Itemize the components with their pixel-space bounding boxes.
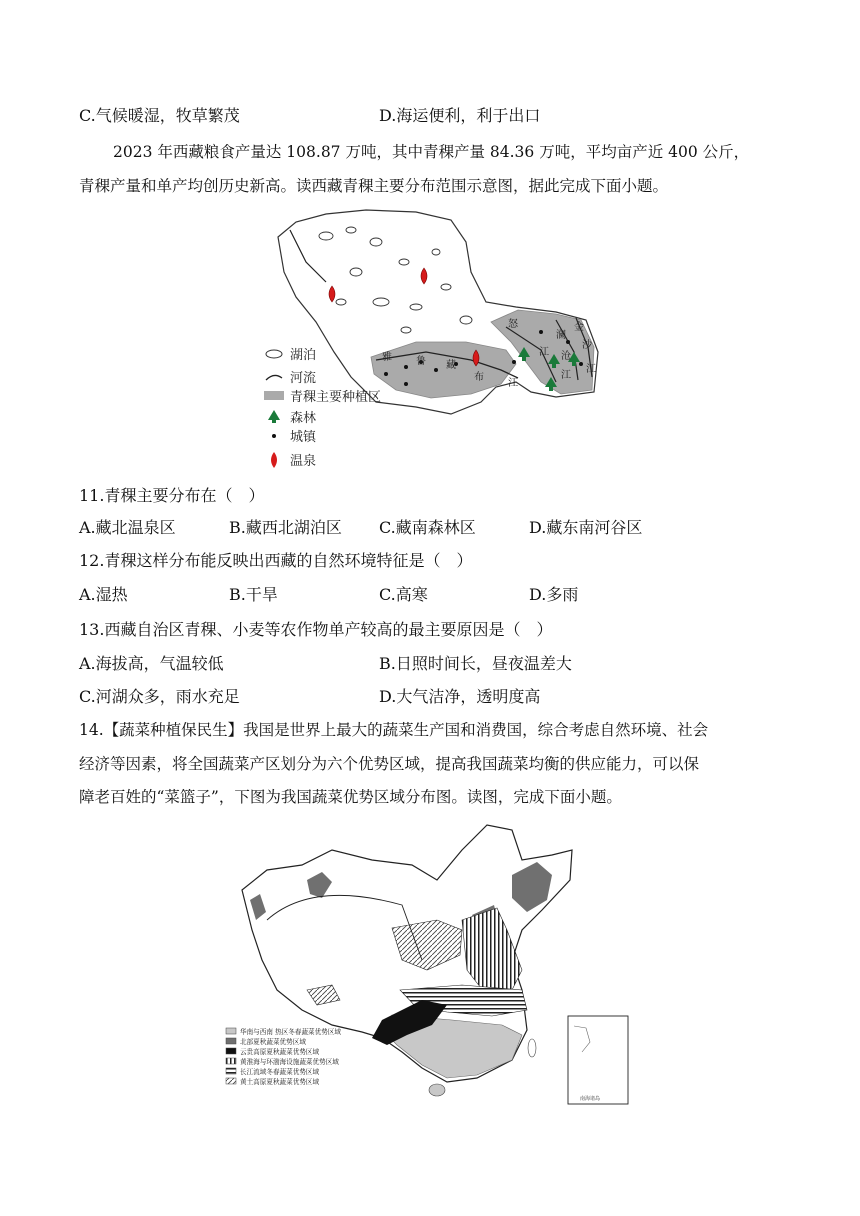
- legend-loess: 黄土高原夏秋蔬菜优势区域: [240, 1078, 320, 1086]
- q12-option-d: D.多雨: [529, 585, 579, 604]
- map-label-nu: 怒: [508, 319, 518, 330]
- q13-option-b: B.日照时间长，昼夜温差大: [379, 654, 572, 673]
- legend-north: 北部夏秋蔬菜优势区域: [240, 1038, 306, 1046]
- tibet-barley-map: [256, 202, 606, 472]
- legend-hot-spring: 温泉: [290, 454, 317, 469]
- map-label-bu: 布: [474, 372, 484, 383]
- legend-forest: 森林: [290, 411, 317, 426]
- south-sea-inset: [568, 1016, 628, 1104]
- map-label-lu: 鲁: [416, 356, 426, 367]
- q13-option-d: D.大气洁净，透明度高: [379, 687, 541, 706]
- q12-option-a: A.湿热: [79, 585, 128, 604]
- map-label-jiang4: 江: [586, 364, 596, 375]
- q14-line-1: 14.【蔬菜种植保民生】我国是世界上最大的蔬菜生产国和消费国，综合考虑自然环境、社会: [79, 721, 709, 739]
- china-vegetable-map: [222, 820, 634, 1110]
- vegetable-legend: [226, 1027, 341, 1086]
- q14-line-2: 经济等因素，将全国蔬菜产区划分为六个优势区域，提高我国蔬菜均衡的供应能力，可以保: [79, 755, 700, 773]
- map-label-sha: 沙: [582, 340, 592, 351]
- legend-river: 河流: [290, 371, 317, 386]
- legend-yungui: 云贵高原夏秋蔬菜优势区域: [240, 1048, 320, 1056]
- q13-option-c: C.河湖众多，雨水充足: [79, 687, 240, 706]
- map-label-jiang2: 江: [539, 347, 549, 358]
- legend-huanghuaihai: 黄淮海与环渤海设施蔬菜优势区域: [240, 1058, 339, 1066]
- q11-option-a: A.藏北温泉区: [79, 518, 176, 537]
- q12-option-c: C.高寒: [379, 585, 428, 604]
- map-label-jin: 金: [574, 322, 584, 333]
- inset-label: 南海诸岛: [580, 1096, 601, 1102]
- hainan: [429, 1084, 445, 1096]
- q13-stem: 13.西藏自治区青稞、小麦等农作物单产较高的最主要原因是（ ）: [79, 620, 553, 639]
- legend-yangtze: 长江流域冬春蔬菜优势区域: [240, 1068, 320, 1076]
- q11-stem: 11.青稞主要分布在（ ）: [79, 486, 265, 505]
- q12-stem: 12.青稞这样分布能反映出西藏的自然环境特征是（ ）: [79, 551, 473, 570]
- q12-option-b: B.干旱: [229, 585, 278, 604]
- legend-town: 城镇: [290, 430, 317, 445]
- q11-option-d: D.藏东南河谷区: [529, 518, 643, 537]
- legend-south: 华南与西南 热区冬春蔬菜优势区域: [240, 1028, 342, 1036]
- legend-barley: 青稞主要种植区: [290, 390, 382, 405]
- q11-option-c: C.藏南森林区: [379, 518, 476, 537]
- taiwan: [528, 1039, 536, 1057]
- q11-option-b: B.藏西北湖泊区: [229, 518, 342, 537]
- map-label-ya: 雅: [382, 352, 392, 363]
- passage-line-1: 2023 年西藏粮食产量达 108.87 万吨，其中青稞产量 84.36 万吨，平均亩产近 400 公斤，: [113, 143, 750, 161]
- q13-option-a: A.海拔高，气温较低: [79, 654, 224, 673]
- map-label-jiang3: 江: [561, 370, 571, 381]
- map-label-cang: 沧: [561, 351, 571, 362]
- prev-option-c: C.气候暖湿，牧草繁茂: [79, 106, 240, 125]
- q14-line-3: 障老百姓的“菜篮子”，下图为我国蔬菜优势区域分布图。读图，完成下面小题。: [79, 788, 622, 806]
- map-label-lan: 澜: [556, 330, 566, 341]
- passage-line-2: 青稞产量和单产均创历史新高。读西藏青稞主要分布范围示意图，据此完成下面小题。: [79, 177, 669, 195]
- prev-option-d: D.海运便利，利于出口: [379, 106, 541, 125]
- map-label-jiang1: 江: [508, 378, 518, 389]
- map-label-zang: 藏: [446, 360, 456, 371]
- legend-lake: 湖泊: [290, 348, 317, 363]
